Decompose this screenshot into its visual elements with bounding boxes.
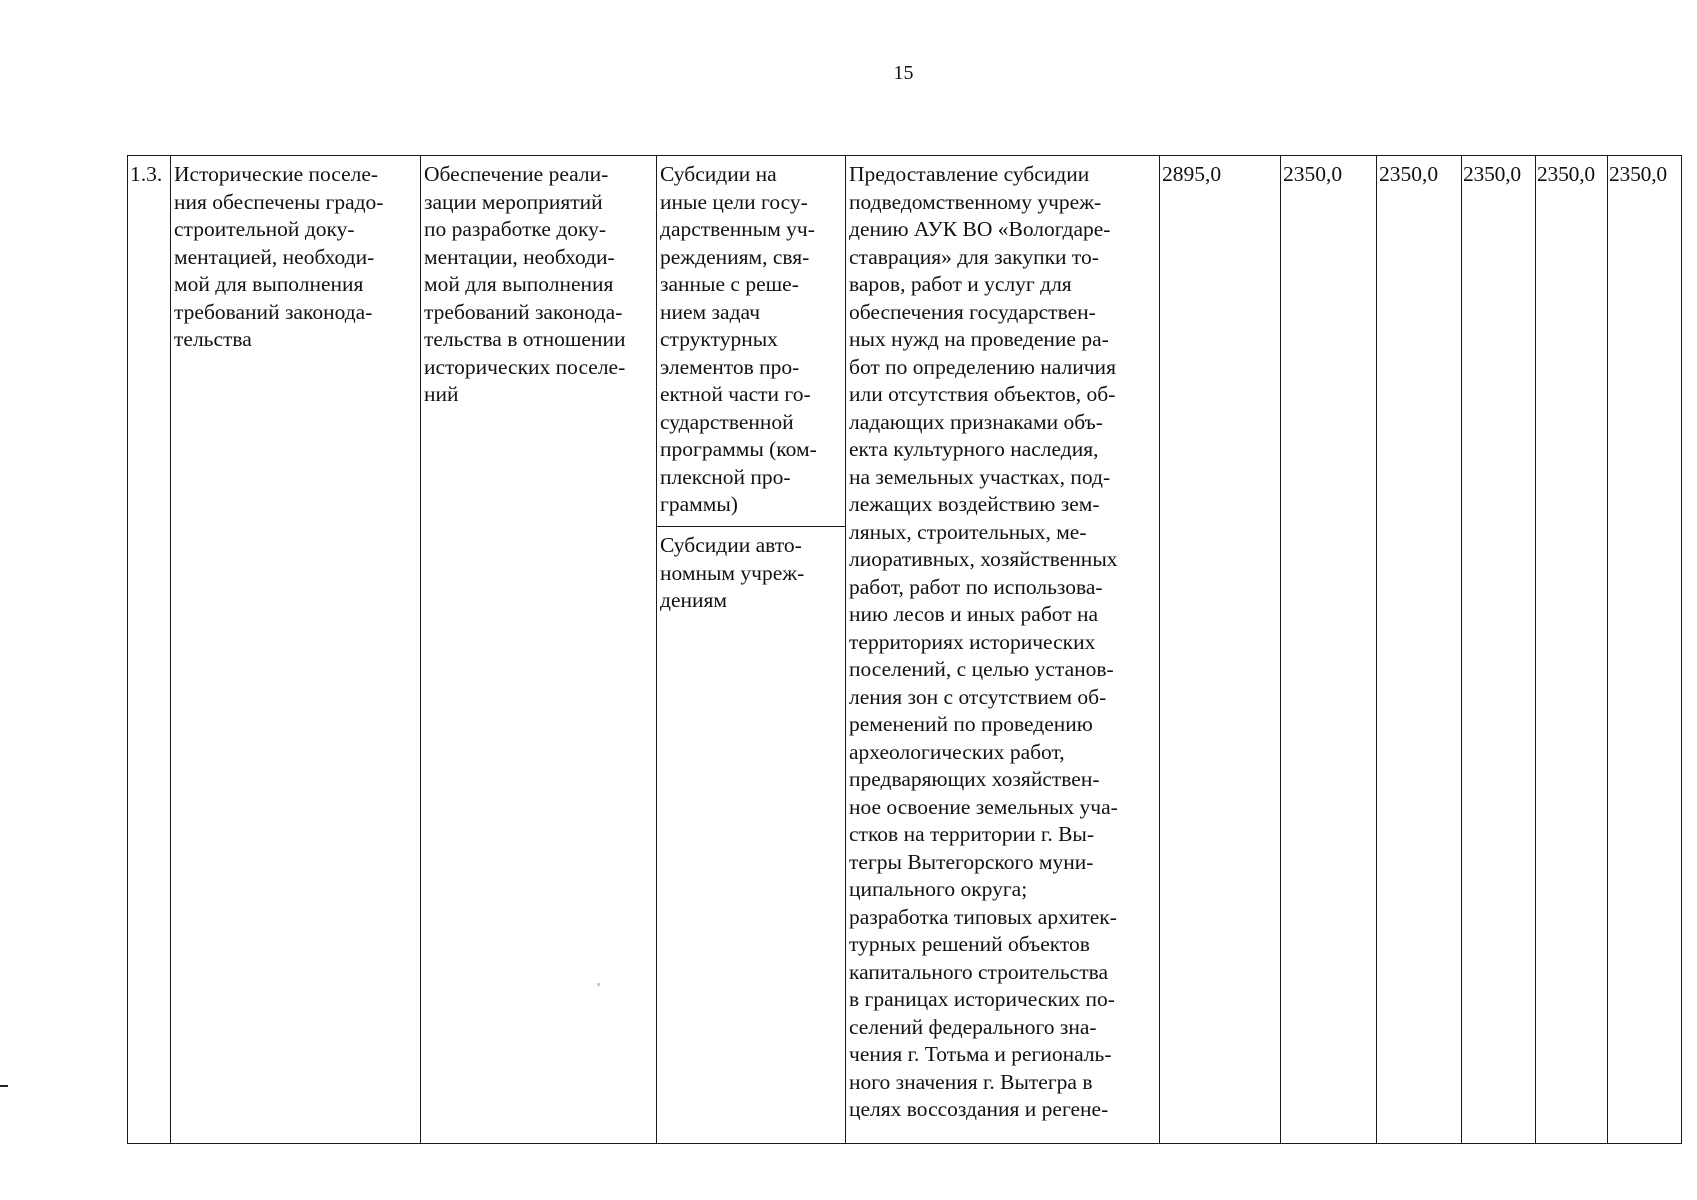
expense-type-cell: Субсидии авто- номным учреж- дениям: [657, 527, 846, 1144]
table-row: [128, 156, 1682, 527]
page-number: 15: [893, 62, 914, 84]
margin-mark: [0, 1085, 8, 1087]
goal-cell: Исторические поселе- ния обеспечены градо- строительной доку- ментацией, необходи- мой для выполнения требований законода- тельства: [171, 156, 421, 1144]
description-cell: Предоставление субсидии подведомственному учреж- дению АУК ВО «Вологдаре- ставрация» для закупки то- варов, работ и услуг для обеспечения государствен- ных нужд на проведение ра- бот по определению наличия или отсутствия объектов, об- ладающих признаками объ- екта культурного наследия, на земельных участках, под- лежащих воздействию зем- ляных, строительных, ме- лиоративных, хозяйственных работ, работ по использова- нию лесов и иных работ на территориях исторических поселений, с целью установ- ления зон с отсутствием об- ременений по проведению археологических работ, предваряющих хозяйствен- ное освоение земельных уча- стков на территории г. Вы- тегры Вытегорского муни- ципального округа; разработка типовых архитек- турных решений объектов капитального строительства в границах исторических по- селений федерального зна- чения г. Тотьма и региональ- ного значения г. Вытегра в целях воссоздания и регене-: [846, 156, 1160, 1144]
task-cell: Обеспечение реали- зации мероприятий по разработке доку- ментации, необходи- мой для выполнения требований законода- тельства в отношении исторических поселе- ний: [421, 156, 657, 1144]
value-cell: 2350,0: [1281, 156, 1377, 1144]
value-cell: 2350,0: [1462, 156, 1536, 1144]
value-cell: 2350,0: [1377, 156, 1462, 1144]
value-cell: 2350,0: [1536, 156, 1608, 1144]
value-cell: 2350,0: [1608, 156, 1682, 1144]
value-cell: 2895,0: [1160, 156, 1281, 1144]
expense-type-cell: Субсидии на иные цели госу- дарственным уч- реждениям, свя- занные с реше- нием задач структурных элементов про- ектной части го- сударственной программы (ком- плексной про- граммы): [657, 156, 846, 527]
program-table: [127, 155, 1682, 1144]
row-index-cell: 1.3.: [128, 156, 171, 1144]
